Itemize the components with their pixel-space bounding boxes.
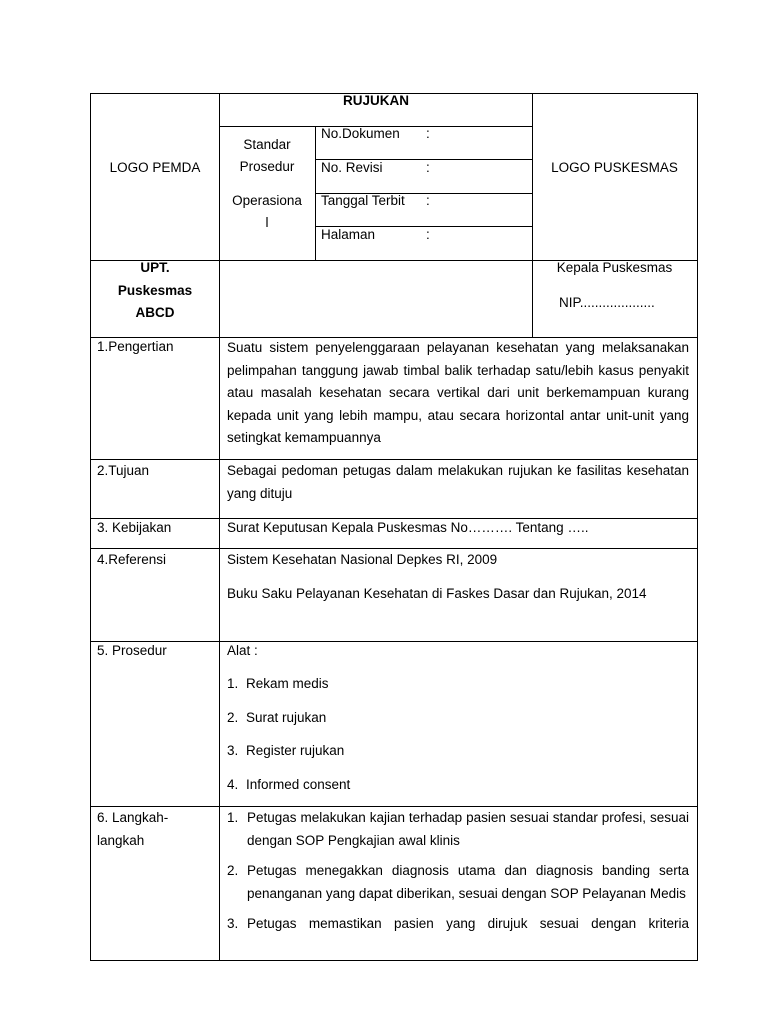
reference-item: Buku Saku Pelayanan Kesehatan di Faskes Dasar dan Rujukan, 2014 [227,586,647,601]
row-divider [90,641,698,642]
section-label-pengertian: 1.Pengertian [97,339,174,354]
document-title: RUJUKAN [342,93,409,108]
sop-label-line3: Operasiona [232,193,302,208]
field-no-dokumen-sep: : [426,126,430,141]
step-number: 3. [227,916,239,931]
alat-heading: Alat : [227,643,258,658]
head-title: Kepala Puskesmas [556,260,673,275]
table-border-left [90,93,91,961]
list-item [227,913,689,936]
row-divider [90,548,698,549]
alat-item-text: Informed consent [246,777,351,792]
org-line2: Puskesmas [117,283,193,298]
sop-label-line4: l [265,215,269,230]
step-number: 1. [227,810,239,825]
table-border-right [697,93,698,961]
logo-puskesmas: LOGO PUSKESMAS [551,160,678,175]
alat-item-text: Rekam medis [246,676,329,691]
step-text: Petugas memastikan pasien yang dirujuk sesuai dengan kriteria [247,916,689,931]
section-label-langkah: 6. Langkah- [97,810,169,825]
org-line1: UPT. [140,260,170,275]
table-border-bottom [90,960,698,961]
alat-item-text: Surat rujukan [246,710,327,725]
section-text-tujuan: Sebagai pedoman petugas dalam melakukan rujukan ke fasilitas kesehatan yang dituju [227,463,689,501]
alat-item-number: 4. [227,777,239,792]
field-no-revisi-label: No. Revisi [321,160,383,175]
field-halaman-label: Halaman [321,227,376,242]
section-label-tujuan: 2.Tujuan [97,463,150,478]
sop-label-line2: Prosedur [239,159,295,174]
org-line3: ABCD [135,305,175,320]
field-no-dokumen-label: No.Dokumen [321,126,400,141]
field-no-revisi-sep: : [426,160,430,175]
row-divider [90,518,698,519]
alat-item-number: 1. [227,676,239,691]
sop-label-line1: Standar [243,137,291,152]
step-text: Petugas menegakkan diagnosis utama dan diagnosis banding serta penanganan yang dapat diberikan, sesuai dengan SOP Pelayanan Medis [247,863,689,901]
logo-pemda: LOGO PEMDA [109,160,201,175]
step-number: 2. [227,863,239,878]
steps-list [227,807,689,936]
alat-item-number: 3. [227,743,239,758]
nip-field: NIP.................... [559,295,655,310]
section-label-prosedur: 5. Prosedur [97,643,167,658]
list-item [227,807,689,852]
section-label-referensi: 4.Referensi [97,552,167,567]
section-text-pengertian: Suatu sistem penyelenggaraan pelayanan kesehatan yang melaksanakan pelimpahan tanggung jawab timbal balik terhadap satu/lebih kasus penyakit atau masalah kesehatan secara vertikal dari unit berkemampuan kurang kepada unit yang lebih mampu, atau secara horizontal antar unit-unit yang setingkat kemampuannya [227,340,689,445]
section-label-langkah-cont: langkah [97,833,145,848]
field-tanggal-terbit-sep: : [426,193,430,208]
alat-item-text: Register rujukan [246,743,345,758]
section-text-kebijakan: Surat Keputusan Kepala Puskesmas No………. Tentang ….. [227,520,589,535]
step-text: Petugas melakukan kajian terhadap pasien sesuai standar profesi, sesuai dengan SOP Pengkajian awal klinis [247,810,689,848]
reference-item: Sistem Kesehatan Nasional Depkes RI, 2009 [227,552,498,567]
field-halaman-sep: : [426,227,430,242]
alat-item-number: 2. [227,710,239,725]
list-item [227,860,689,905]
field-tanggal-terbit-label: Tanggal Terbit [321,193,405,208]
section-label-kebijakan: 3. Kebijakan [97,520,172,535]
header-right-divider [532,93,533,338]
